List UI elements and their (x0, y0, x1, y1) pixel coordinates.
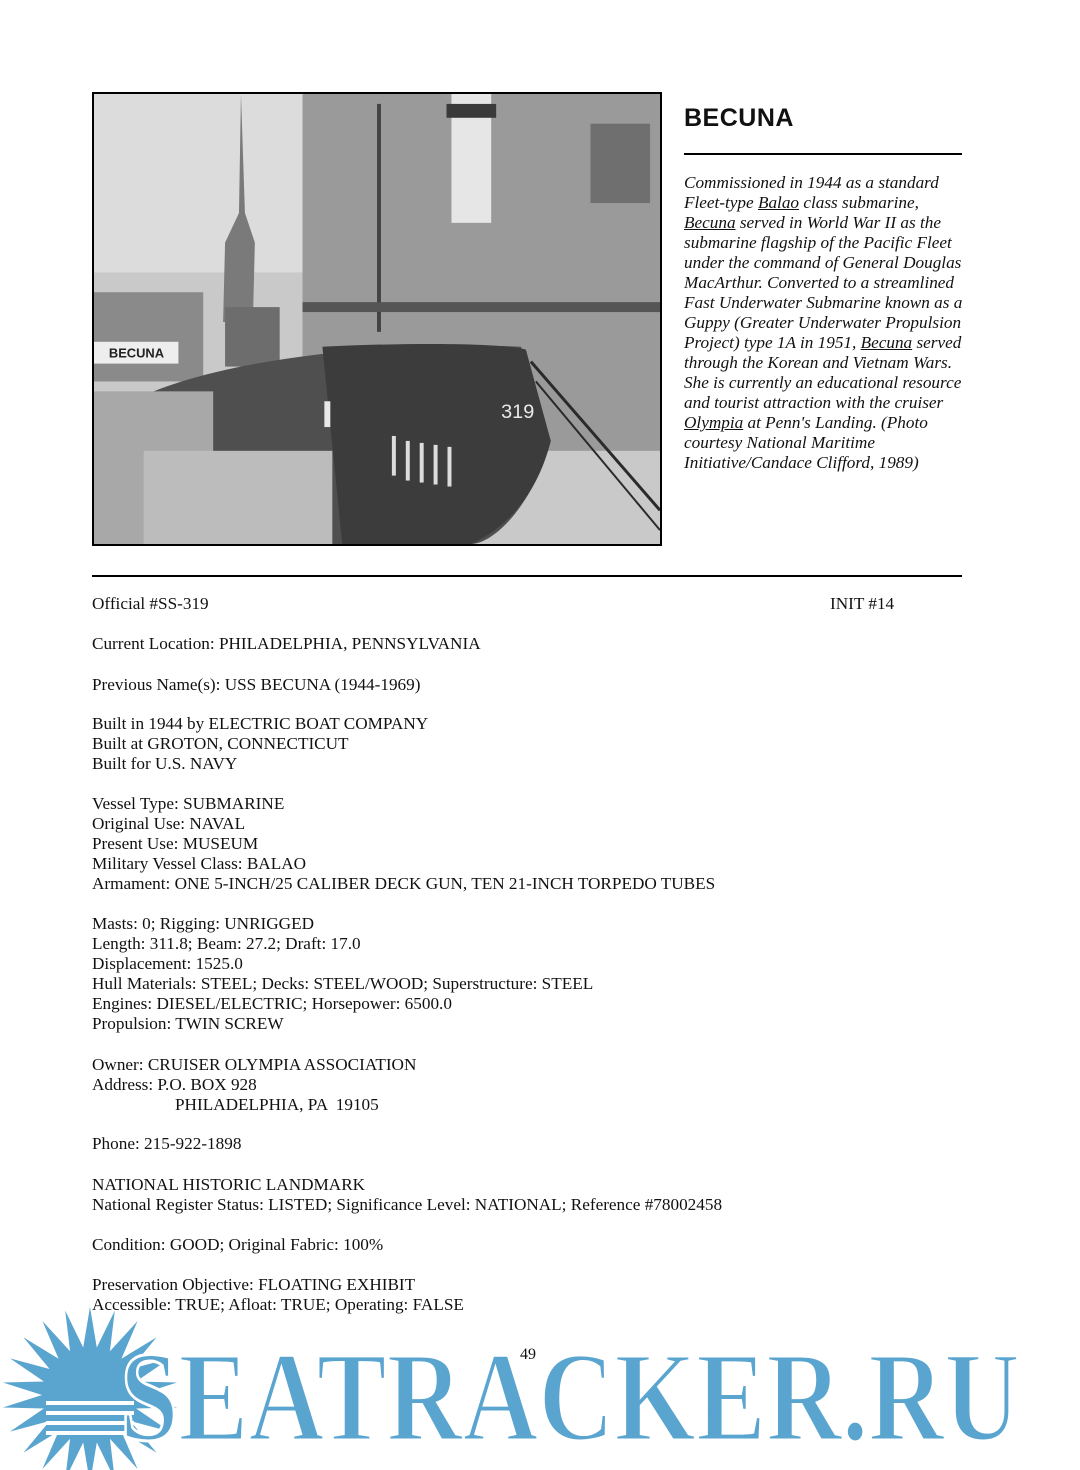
address-line-1: Address: P.O. BOX 928 (92, 1075, 257, 1094)
built-at: Built at GROTON, CONNECTICUT (92, 734, 349, 753)
section-divider (92, 575, 962, 577)
register-status: National Register Status: LISTED; Significance Level: NATIONAL; Reference #78002458 (92, 1195, 723, 1214)
masts-rigging: Masts: 0; Rigging: UNRIGGED (92, 914, 315, 933)
hull-materials: Hull Materials: STEEL; Decks: STEEL/WOOD; Superstructure: STEEL (92, 974, 594, 993)
preservation-objective: Preservation Objective: FLOATING EXHIBIT (92, 1275, 416, 1294)
displacement: Displacement: 1525.0 (92, 954, 243, 973)
vessel-photo (92, 92, 662, 546)
engines: Engines: DIESEL/ELECTRIC; Horsepower: 6500.0 (92, 994, 452, 1013)
official-number: Official #SS-319 (92, 594, 209, 613)
init-number: INIT #14 (830, 594, 895, 613)
vessel-type: Vessel Type: SUBMARINE (92, 794, 285, 813)
page-number: 49 (520, 1346, 536, 1363)
dimensions: Length: 311.8; Beam: 27.2; Draft: 17.0 (92, 934, 361, 953)
original-use: Original Use: NAVAL (92, 814, 246, 833)
watermark (0, 1300, 1080, 1470)
vessel-title: BECUNA (684, 104, 794, 132)
address-line-2: PHILADELPHIA, PA 19105 (175, 1095, 379, 1114)
built-year: Built in 1944 by ELECTRIC BOAT COMPANY (92, 714, 429, 733)
previous-names: Previous Name(s): USS BECUNA (1944-1969) (92, 675, 421, 694)
condition: Condition: GOOD; Original Fabric: 100% (92, 1235, 384, 1254)
vessel-class: Military Vessel Class: BALAO (92, 854, 307, 873)
title-divider (684, 153, 962, 155)
photo-sign: BECUNA (108, 345, 165, 361)
present-use: Present Use: MUSEUM (92, 834, 259, 853)
accessibility: Accessible: TRUE; Afloat: TRUE; Operating: FALSE (92, 1295, 464, 1314)
built-for: Built for U.S. NAVY (92, 754, 238, 773)
phone: Phone: 215-922-1898 (92, 1134, 242, 1153)
propulsion: Propulsion: TWIN SCREW (92, 1014, 284, 1033)
owner: Owner: CRUISER OLYMPIA ASSOCIATION (92, 1055, 417, 1074)
watermark-text: SEATRACKER.RU (120, 1326, 1020, 1468)
landmark-status: NATIONAL HISTORIC LANDMARK (92, 1175, 366, 1194)
photo-hull-number: 319 (501, 401, 535, 424)
current-location: Current Location: PHILADELPHIA, PENNSYLVANIA (92, 634, 481, 653)
photo-caption: Commissioned in 1944 as a standard Fleet-type Balao class submarine, Becuna served in World War II as the submarine flagship of the Pacific Fleet under the command of General Douglas MacArthur. Converted to a streamlined Fast Underwater Submarine known as a Guppy (Greater Underwater Propulsion Project) type 1A in 1951, Becuna served through the Korean and Vietnam Wars. She is currently an educational resource and tourist attraction with the cruiser Olympia at Penn's Landing. (Photo courtesy National Maritime Initiative/Candace Clifford, 1989) (684, 173, 963, 472)
armament: Armament: ONE 5-INCH/25 CALIBER DECK GUN, TEN 21-INCH TORPEDO TUBES (92, 874, 716, 893)
